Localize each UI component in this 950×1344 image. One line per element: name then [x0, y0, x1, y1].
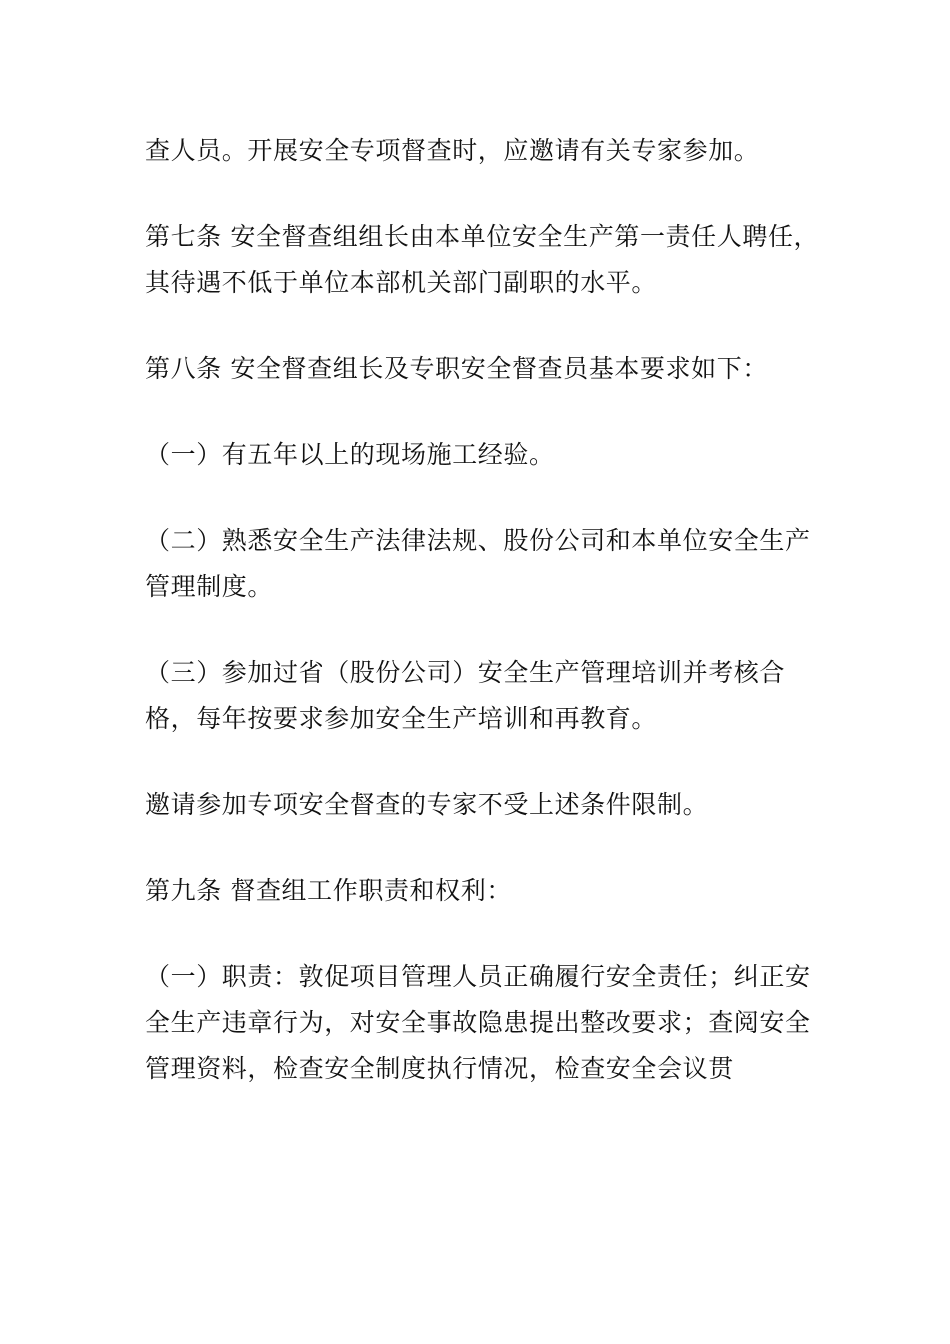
paragraph-expert-note: 邀请参加专项安全督查的专家不受上述条件限制。	[145, 790, 709, 819]
paragraph-duties: （一）职责：敦促项目管理人员正确履行安全责任；纠正安全生产违章行为，对安全事故隐患提出整改要求；查阅安全管理资料，检查安全制度执行情况，检查安全会议贯	[145, 962, 811, 1083]
paragraph-article-7: 第七条 安全督查组组长由本单位安全生产第一责任人聘任，其待遇不低于单位本部机关部门副职的水平。	[145, 222, 820, 297]
paragraph-article-8: 第八条 安全督查组长及专职安全督查员基本要求如下：	[145, 354, 768, 383]
paragraph-item-2: （二）熟悉安全生产法律法规、股份公司和本单位安全生产管理制度。	[145, 526, 811, 601]
paragraph-item-3: （三）参加过省（股份公司）安全生产管理培训并考核合格，每年按要求参加安全生产培训和再教育。	[145, 658, 786, 733]
paragraph-item-1: （一）有五年以上的现场施工经验。	[145, 440, 555, 469]
paragraph-article-9: 第九条 督查组工作职责和权利：	[145, 876, 512, 905]
document-body	[145, 128, 835, 1092]
paragraph-continuation: 查人员。开展安全专项督查时，应邀请有关专家参加。	[145, 136, 760, 165]
